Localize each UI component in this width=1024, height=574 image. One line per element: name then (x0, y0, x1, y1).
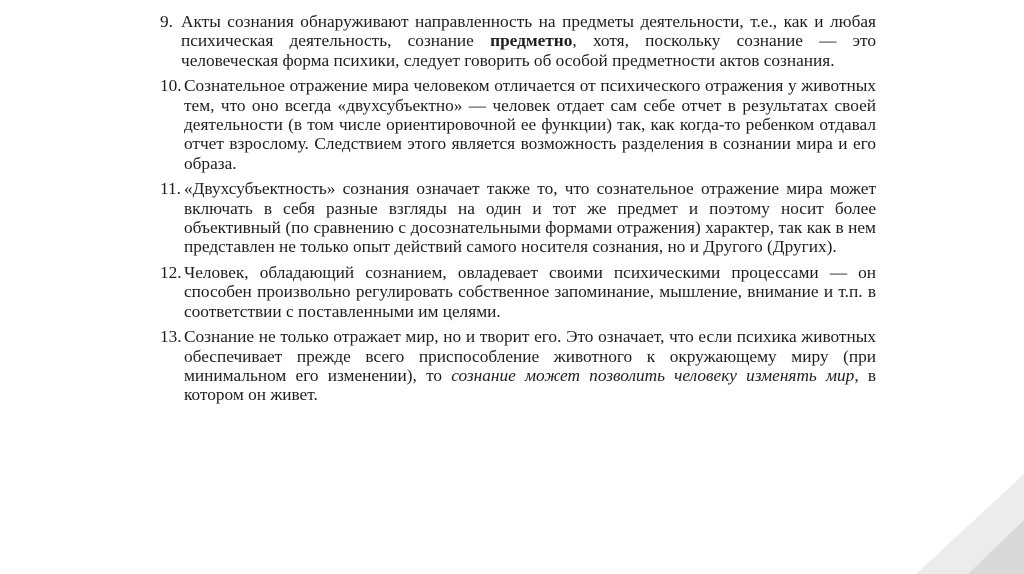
item-text-part: Сознание не только отражает мир, но и творит его. Это означает, что если психика животных обеспечивает прежде всего приспособление животного к окружающему миру (при минимальном его изменении), то (184, 327, 876, 385)
item-text: Сознательное отражение мира человеком отличается от психического отражения у животных тем, что оно всегда «двухсубъектно» — человек отдает сам себе отчет в результатах своей деятельности (в том числе ориентировочной ее функции) так, как когда-то ребенком отдавал отчет взрослому. Следствием этого является возможность разделения в сознании мира и его образа. (184, 76, 876, 173)
italic-phrase: сознание может позволить человеку изменять мир (451, 365, 855, 385)
corner-shape-light (916, 474, 1024, 574)
list-item-13 (160, 327, 876, 405)
item-text (181, 12, 876, 70)
item-number: 12. (160, 262, 182, 282)
item-number: 13. (160, 327, 182, 347)
list-item-10 (160, 76, 876, 173)
list-item-9 (160, 12, 876, 70)
corner-shape-dark (968, 520, 1024, 574)
item-text-part: , в котором он живет. (184, 365, 876, 405)
item-text (184, 327, 876, 405)
item-text-part: , хотя, поскольку сознание — это человеческая форма психики, следует говорить об особой предметности актов сознания. (181, 31, 877, 70)
item-number: 9. (160, 12, 173, 31)
list-item-11 (160, 179, 876, 257)
item-text: «Двухсубъектность» сознания означает также то, что сознательное отражение мира может включать в себя разные взгляды на один и тот же предмет и поэтому носит более объективный (по сравнению с досознательными формами отражения) характер, так как в нем представлен не только опыт действий самого носителя сознания, но и Другого (Других). (184, 179, 876, 257)
item-text-part: Акты сознания обнаруживают направленность на предметы деятельности, т.е., как и любая психическая деятельность, сознание (181, 12, 876, 51)
bold-term: предметно (490, 31, 573, 51)
slide-content (160, 12, 876, 411)
item-text: Человек, обладающий сознанием, овладевает своими психическими процессами — он способен произвольно регулировать собственное запоминание, мышление, внимание и т.п. в соответствии с поставленными им целями. (184, 262, 876, 321)
item-number: 11. (160, 179, 181, 199)
item-number: 10. (160, 76, 182, 96)
list-item-12 (160, 263, 876, 321)
